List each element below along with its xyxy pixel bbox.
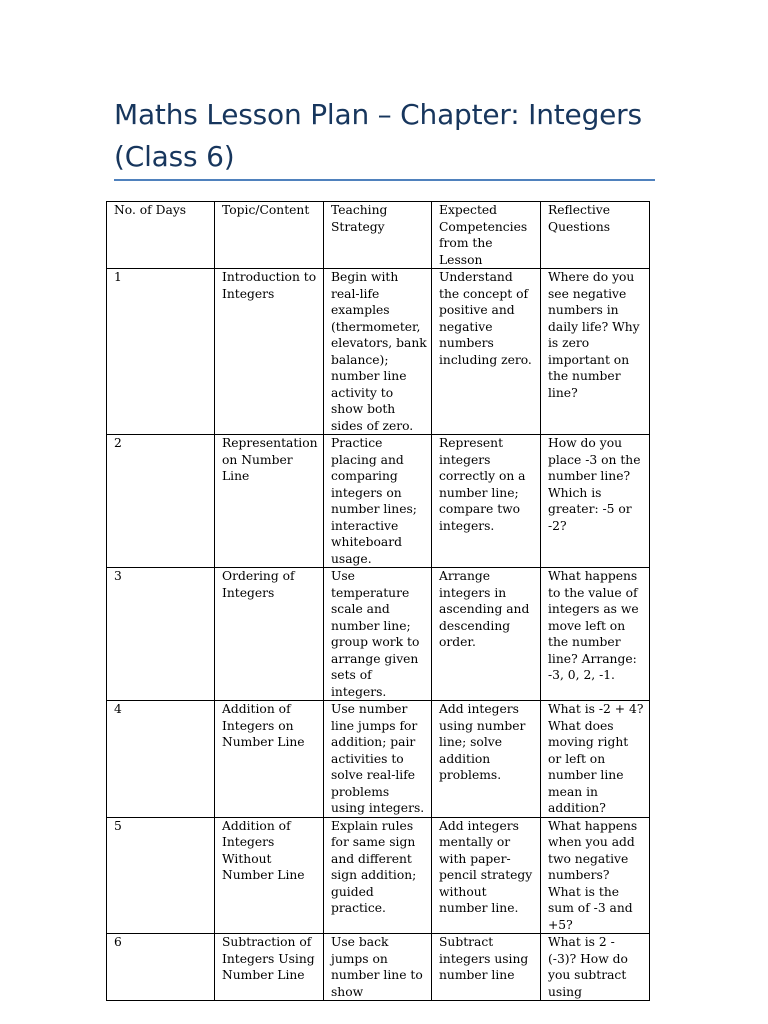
cell-competencies: Add integers using number line; solve addition problems. [432, 701, 541, 818]
cell-strategy: Use temperature scale and number line; group work to arrange given sets of integers. [324, 568, 432, 701]
cell-questions: How do you place -3 on the number line? Which is greater: -5 or -2? [541, 435, 650, 568]
cell-competencies: Understand the concept of positive and negative numbers including zero. [432, 269, 541, 435]
cell-strategy: Practice placing and comparing integers on number lines; interactive whiteboard usage. [324, 435, 432, 568]
header-cell-strategy: Teaching Strategy [324, 202, 432, 269]
cell-topic: Ordering of Integers [215, 568, 324, 701]
header-cell-topic: Topic/Content [215, 202, 324, 269]
cell-topic: Introduction to Integers [215, 269, 324, 435]
cell-questions: What is -2 + 4? What does moving right or left on number line mean in addition? [541, 701, 650, 818]
table-row [107, 269, 650, 435]
cell-competencies: Add integers mentally or with paper-pencil strategy without number line. [432, 817, 541, 934]
cell-topic: Subtraction of Integers Using Number Line [215, 934, 324, 1001]
cell-topic: Representation on Number Line [215, 435, 324, 568]
cell-day: 2 [107, 435, 215, 568]
cell-strategy: Begin with real-life examples (thermometer, elevators, bank balance); number line activity to show both sides of zero. [324, 269, 432, 435]
cell-questions: Where do you see negative numbers in daily life? Why is zero important on the number line? [541, 269, 650, 435]
table-header-row [107, 202, 650, 269]
cell-questions: What happens to the value of integers as we move left on the number line? Arrange: -3, 0, 2, -1. [541, 568, 650, 701]
table-row [107, 701, 650, 818]
cell-day: 6 [107, 934, 215, 1001]
header-cell-days: No. of Days [107, 202, 215, 269]
cell-competencies: Represent integers correctly on a number line; compare two integers. [432, 435, 541, 568]
cell-strategy: Use number line jumps for addition; pair activities to solve real-life problems using integers. [324, 701, 432, 818]
cell-day: 3 [107, 568, 215, 701]
cell-topic: Addition of Integers Without Number Line [215, 817, 324, 934]
lesson-plan-table [106, 201, 650, 1001]
header-cell-competencies: Expected Competencies from the Lesson [432, 202, 541, 269]
cell-topic: Addition of Integers on Number Line [215, 701, 324, 818]
cell-competencies: Arrange integers in ascending and descending order. [432, 568, 541, 701]
cell-day: 4 [107, 701, 215, 818]
table-row [107, 568, 650, 701]
cell-day: 1 [107, 269, 215, 435]
page-title: Maths Lesson Plan – Chapter: Integers (Class 6) [114, 98, 642, 173]
table-row [107, 435, 650, 568]
header-cell-questions: Reflective Questions [541, 202, 650, 269]
cell-questions: What happens when you add two negative numbers? What is the sum of -3 and +5? [541, 817, 650, 934]
title-underline [114, 179, 655, 181]
table-row [107, 817, 650, 934]
cell-competencies: Subtract integers using number line [432, 934, 541, 1001]
table-row [107, 934, 650, 1001]
cell-questions: What is 2 - (-3)? How do you subtract using [541, 934, 650, 1001]
cell-strategy: Use back jumps on number line to show [324, 934, 432, 1001]
cell-strategy: Explain rules for same sign and different sign addition; guided practice. [324, 817, 432, 934]
cell-day: 5 [107, 817, 215, 934]
